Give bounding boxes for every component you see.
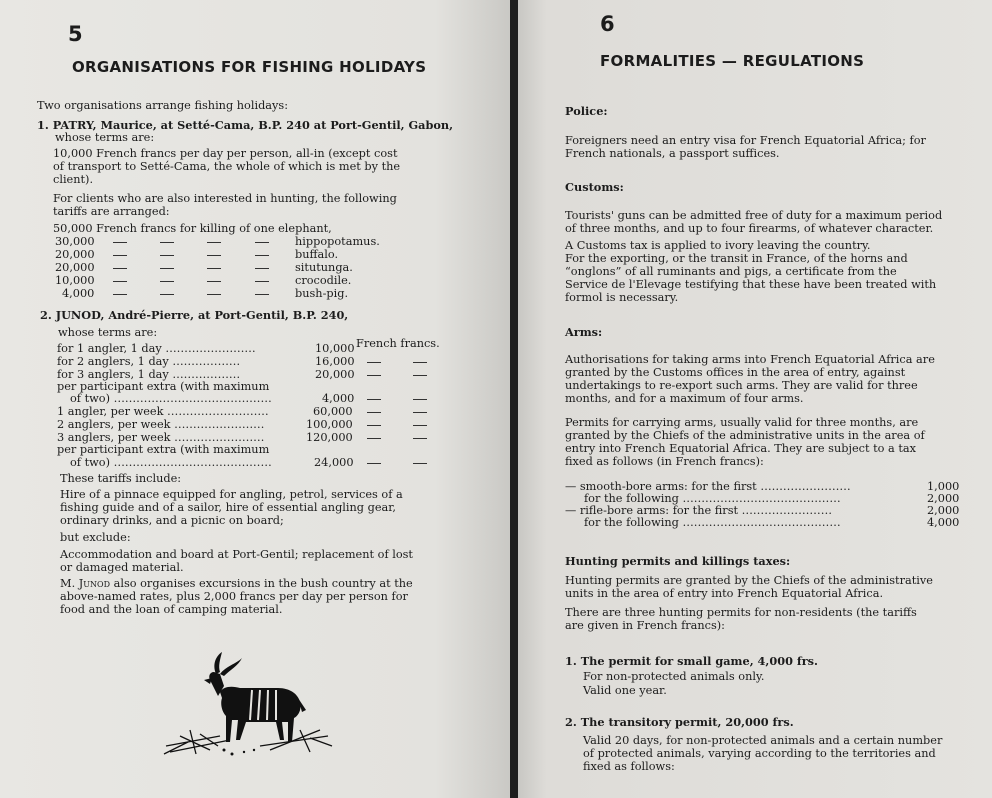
intro-text: Two organisations arrange fishing holidays: — [37, 99, 289, 112]
tariff-amount: 20,000 — [55, 248, 95, 261]
excursion-line: food and the loan of camping material. — [60, 603, 283, 616]
include-line: Hire of a pinnace equipped for angling, petrol, services of a — [60, 488, 403, 501]
rate-label: per participant extra (with maximum — [57, 443, 270, 456]
hunting-line: units in the area of entry into French Equatorial Africa. — [565, 587, 884, 600]
police-heading: Police: — [565, 104, 608, 118]
fee-label: — rifle-bore arms: for the first …………………… — [565, 504, 832, 517]
include-line: fishing guide and of a sailor, hire of essential angling gear, — [60, 501, 397, 514]
arms-line: granted by the Chiefs of the administrative units in the area of — [565, 429, 925, 442]
rate-amount: 24,000 — [314, 456, 354, 469]
arms-line: months, and for a maximum of four arms. — [565, 392, 804, 405]
exclude-line: Accommodation and board at Port-Gentil; replacement of lost — [60, 548, 413, 561]
arms-line: granted by the Customs offices in the area of entry, against — [565, 366, 906, 379]
police-line: French nationals, a passport suffices. — [565, 147, 780, 160]
rate-label: 3 anglers, per week …………………… — [57, 431, 265, 444]
left-page-title: ORGANISATIONS FOR FISHING HOLIDAYS — [72, 58, 427, 76]
permit2-line: of protected animals, varying according to the territories and — [583, 747, 936, 760]
fee-amount: 2,000 — [927, 492, 960, 505]
arms-line: Permits for carrying arms, usually valid for three months, are — [565, 416, 919, 429]
arms-line: undertakings to re-export such arms. They are valid for three — [565, 379, 918, 392]
right-page-title: FORMALITIES — REGULATIONS — [600, 52, 865, 70]
exclude-line: or damaged material. — [60, 561, 184, 574]
rate-label: for 1 angler, 1 day …………………… — [57, 342, 256, 355]
excursion-line: M. Junod also organises excursions in the bush country at the — [60, 577, 413, 590]
rate-label: for 3 anglers, 1 day ……………… — [57, 368, 241, 381]
fee-amount: 1,000 — [927, 480, 960, 493]
org2-terms-intro: whose terms are: — [58, 326, 158, 339]
tariff-amount: 4,000 — [62, 287, 95, 300]
customs-line: A Customs tax is applied to ivory leaving the country. — [565, 239, 871, 252]
customs-line: formol is necessary. — [565, 291, 679, 304]
right-page — [518, 0, 992, 798]
org1-terms-line: 10,000 French francs per day per person, all-in (except cost — [53, 147, 398, 160]
tariff-amount: 10,000 — [55, 274, 95, 287]
customs-line: “onglons” of all ruminants and pigs, a certificate from the — [565, 265, 897, 278]
hunting-heading: Hunting permits and killings taxes: — [565, 554, 791, 568]
antelope-illustration — [160, 650, 335, 760]
org1-terms-line: of transport to Setté-Cama, the whole of which is met by the — [53, 160, 401, 173]
tariff-animal: hippopotamus. — [295, 235, 380, 248]
rate-amount: 16,000 — [315, 355, 355, 368]
first-tariff: 50,000 French francs for killing of one elephant, — [53, 222, 332, 235]
permit1-line: Valid one year. — [583, 684, 667, 697]
tariff-amount: 20,000 — [55, 261, 95, 274]
org1-hunting-line: For clients who are also interested in hunting, the following — [53, 192, 397, 205]
rate-amount: 120,000 — [306, 431, 353, 444]
rate-amount: 60,000 — [313, 405, 353, 418]
tariff-amount: 30,000 — [55, 235, 95, 248]
hunting-line: Hunting permits are granted by the Chiefs of the administrative — [565, 574, 933, 587]
fee-label: — smooth-bore arms: for the first …………………… — [565, 480, 851, 493]
rate-amount: 100,000 — [306, 418, 353, 431]
customs-line: For the exporting, or the transit in France, of the horns and — [565, 252, 908, 265]
hunting-line: are given in French francs): — [565, 619, 725, 632]
arms-line: entry into French Equatorial Africa. They are subject to a tax — [565, 442, 917, 455]
org1-terms-intro: whose terms are: — [55, 131, 155, 144]
fee-label: for the following …………………………………… — [584, 516, 841, 529]
rate-label: 1 angler, per week ……………………… — [57, 405, 269, 418]
permit1-heading: 1. The permit for small game, 4,000 frs. — [565, 654, 818, 668]
excursion-line: above-named rates, plus 2,000 francs per day per person for — [60, 590, 408, 603]
arms-line: fixed as follows (in French francs): — [565, 455, 764, 468]
permit1-line: For non-protected animals only. — [583, 670, 765, 683]
fee-amount: 2,000 — [927, 504, 960, 517]
excursion-name: M. Junod — [60, 577, 110, 590]
arms-line: Authorisations for taking arms into French Equatorial Africa are — [565, 353, 935, 366]
org1-heading: 1. PATRY, Maurice, at Setté-Cama, B.P. 240 at Port-Gentil, Gabon, — [37, 118, 454, 132]
rate-label: of two) …………………………………… — [70, 456, 272, 469]
fee-amount: 4,000 — [927, 516, 960, 529]
rate-amount: 4,000 — [322, 392, 355, 405]
rate-label: 2 anglers, per week …………………… — [57, 418, 265, 431]
include-line: ordinary drinks, and a picnic on board; — [60, 514, 284, 527]
org2-heading: 2. JUNOD, André-Pierre, at Port-Gentil, B.P. 240, — [40, 308, 349, 322]
rate-amount: 10,000 — [315, 342, 355, 355]
rate-amount: 20,000 — [315, 368, 355, 381]
rate-label: for 2 anglers, 1 day ……………… — [57, 355, 241, 368]
permit2-line: Valid 20 days, for non-protected animals and a certain number — [583, 734, 943, 747]
tariff-animal: crocodile. — [295, 274, 352, 287]
currency-header: French francs. — [356, 337, 440, 350]
page-number-right: 6 — [600, 12, 615, 36]
permit2-line: fixed as follows: — [583, 760, 675, 773]
tariff-animal: situtunga. — [295, 261, 353, 274]
tariff-animal: buffalo. — [295, 248, 339, 261]
rate-label: per participant extra (with maximum — [57, 380, 270, 393]
include-intro: These tariffs include: — [60, 472, 182, 485]
hunting-line: There are three hunting permits for non-residents (the tariffs — [565, 606, 917, 619]
rate-label: of two) …………………………………… — [70, 392, 272, 405]
permit2-heading: 2. The transitory permit, 20,000 frs. — [565, 715, 794, 729]
exclude-intro: but exclude: — [60, 531, 131, 544]
customs-line: of three months, and up to four firearms, of whatever character. — [565, 222, 934, 235]
police-line: Foreigners need an entry visa for French Equatorial Africa; for — [565, 134, 926, 147]
arms-heading: Arms: — [565, 325, 603, 339]
customs-line: Tourists' guns can be admitted free of duty for a maximum period — [565, 209, 943, 222]
tariff-animal: bush-pig. — [295, 287, 349, 300]
fee-label: for the following …………………………………… — [584, 492, 841, 505]
org1-hunting-line: tariffs are arranged: — [53, 205, 170, 218]
customs-heading: Customs: — [565, 180, 624, 194]
org1-terms-line: client). — [53, 173, 94, 186]
page-number-left: 5 — [68, 22, 83, 46]
customs-line: Service de l'Elevage testifying that these have been treated with — [565, 278, 937, 291]
